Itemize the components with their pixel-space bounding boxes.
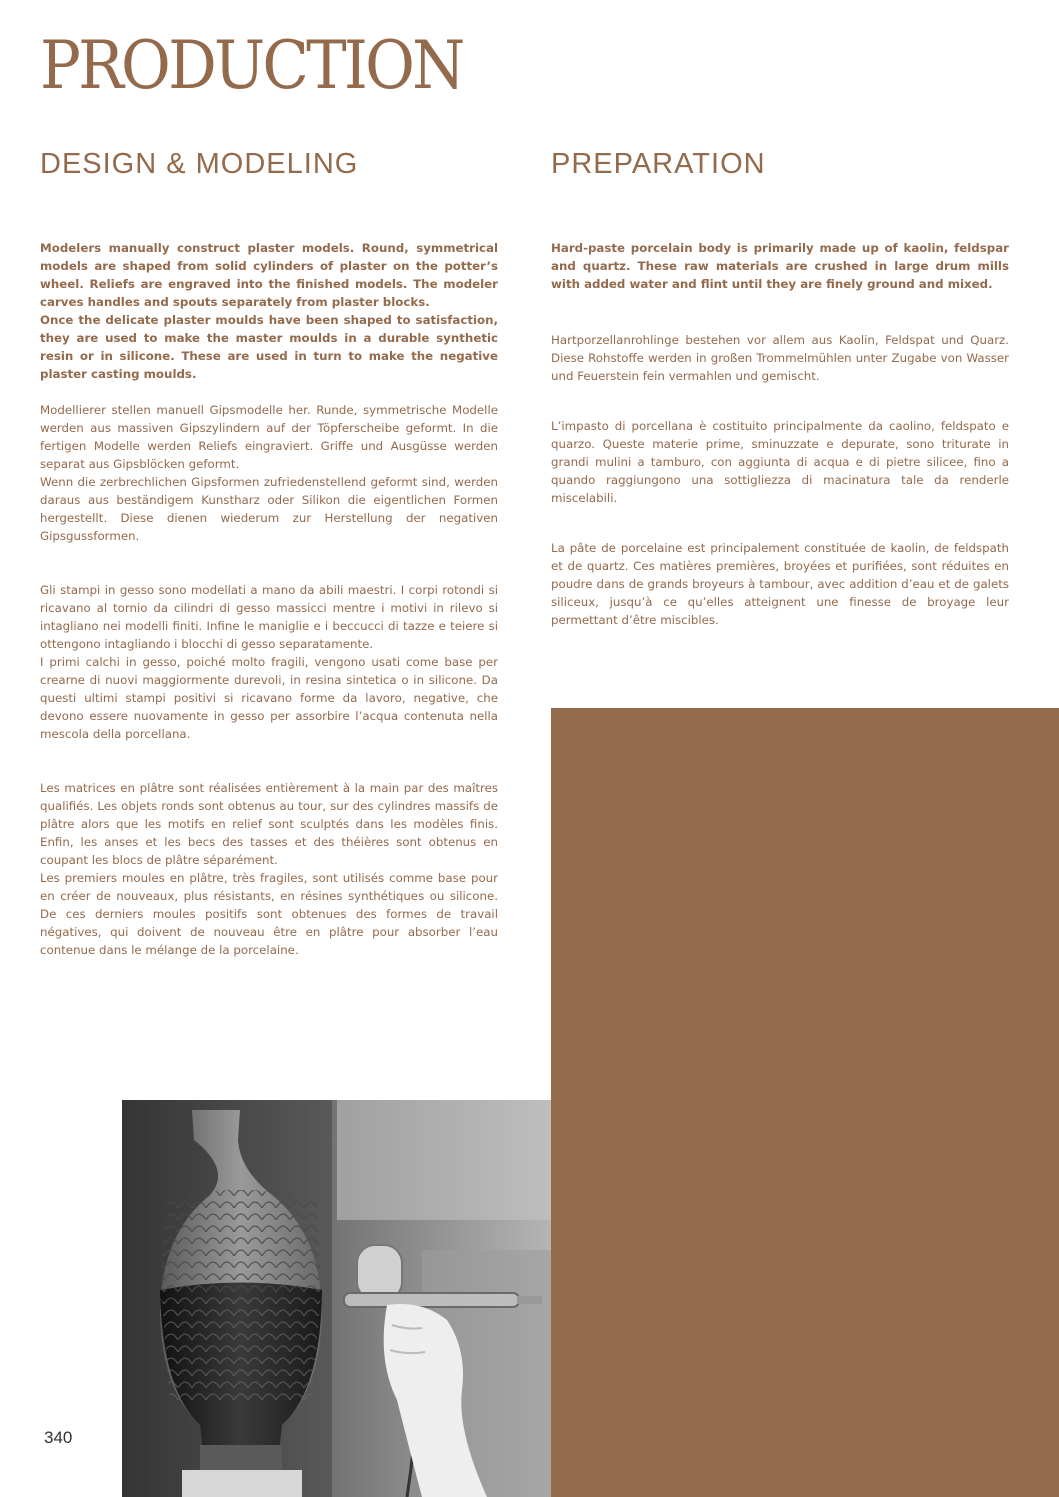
preparation-german-paragraph: Hartporzellanrohlinge bestehen vor allem aus Kaolin, Feldspat und Quarz. Diese Rohstoffe werden in großen Trommelmühlen unter Zugabe von Wasser und Feuerstein fein vermahlen und gemischt. [551, 333, 1009, 383]
preparation-italian-paragraph: L’impasto di porcellana è costituito principalmente da caolino, feldspato e quarzo. Queste materie prime, sminuzzate e depurate, sono triturate in grandi mulini a tamburo, con aggiunta di acqua e di pietre silicee, fino a quando raggiungono una sottigliezza di macinatura tale da renderle miscelabili. [551, 419, 1009, 505]
preparation-french-paragraph: La pâte de porcelaine est principalement constituée de kaolin, de feldspath et de quartz. Ces matières premières, broyées et purifiées, sont réduites en poudre dans de grands broyeurs à tambour, avec addition d’eau et de galets siliceux, jusqu’à ce qu’elles atteignent une finesse de broyage leur permettant d’être miscibles. [551, 541, 1009, 627]
design-modeling-text [40, 239, 498, 959]
design-german-paragraph-2: Wenn die zerbrechlichen Gipsformen zufriedenstellend geformt sind, werden daraus aus beständigem Kunstharz oder Silikon die eigentlichen Formen hergestellt. Diese dienen wiederum zur Herstellung der negativen Gipsgussformen. [40, 475, 498, 543]
design-italian-paragraph-1: Gli stampi in gesso sono modellati a mano da abili maestri. I corpi rotondi si ricavano al tornio da cilindri di gesso massicci mentre i motivi in rilevo si intagliano nei modelli finiti. Infine le maniglie e i beccucci di tazze e teiere si ottengono intagliando i blocchi di gesso separatamente. [40, 583, 498, 651]
preparation-heading: PREPARATION [551, 148, 766, 180]
page-title: PRODUCTION [40, 27, 463, 104]
design-french-paragraph-2: Les premiers moules en plâtre, très fragiles, sont utilisés comme base pour en créer de nouveaux, plus résistants, en résines synthétiques ou silicone. De ces derniers moules positifs sont obtenues des formes de travail négatives, qui doivent de nouveau être en plâtre pour absorber l’eau contenue dans le mélange de la porcelaine. [40, 871, 498, 957]
vase-airbrush-photo [122, 1100, 551, 1497]
preparation-english-paragraph: Hard-paste porcelain body is primarily made up of kaolin, feldspar and quartz. These raw materials are crushed in large drum mills with added water and flint until they are finely ground and mixed. [551, 241, 1009, 291]
design-english-paragraph-1: Modelers manually construct plaster models. Round, symmetrical models are shaped from solid cylinders of plaster on the potter’s wheel. Reliefs are engraved into the finished models. The modeler carves handles and spouts separately from plaster blocks. [40, 241, 498, 309]
design-modeling-heading: DESIGN & MODELING [40, 148, 359, 180]
preparation-text [551, 239, 1009, 629]
design-german-paragraph-1: Modellierer stellen manuell Gipsmodelle her. Runde, symmetrische Modelle werden aus massiven Gipszylindern auf der Töpferscheibe geformt. In die fertigen Modelle werden Reliefs eingraviert. Griffe und Ausgüsse werden separat aus Gipsblöcken geformt. [40, 403, 498, 471]
design-english-paragraph-2: Once the delicate plaster moulds have been shaped to satisfaction, they are used to make the master moulds in a durable synthetic resin or in silicone. These are used in turn to make the negative plaster casting moulds. [40, 313, 498, 381]
design-italian-paragraph-2: I primi calchi in gesso, poiché molto fragili, vengono usati come base per crearne di nuovi maggiormente durevoli, in resina sintetica o in silicone. Da questi ultimi stampi positivi si ricavano forme da lavoro, negative, che devono essere nuovamente in gesso per assorbire l’acqua contenuta nella mescola della porcellana. [40, 655, 498, 741]
accent-color-block [551, 708, 1059, 1497]
page-number: 340 [44, 1428, 73, 1447]
design-french-paragraph-1: Les matrices en plâtre sont réalisées entièrement à la main par des maîtres qualifiés. Les objets ronds sont obtenus au tour, sur des cylindres massifs de plâtre alors que les motifs en relief sont sculptés dans les modèles finis. Enfin, les anses et les becs des tasses et des théières sont obtenus en coupant les blocs de plâtre séparément. [40, 781, 498, 867]
